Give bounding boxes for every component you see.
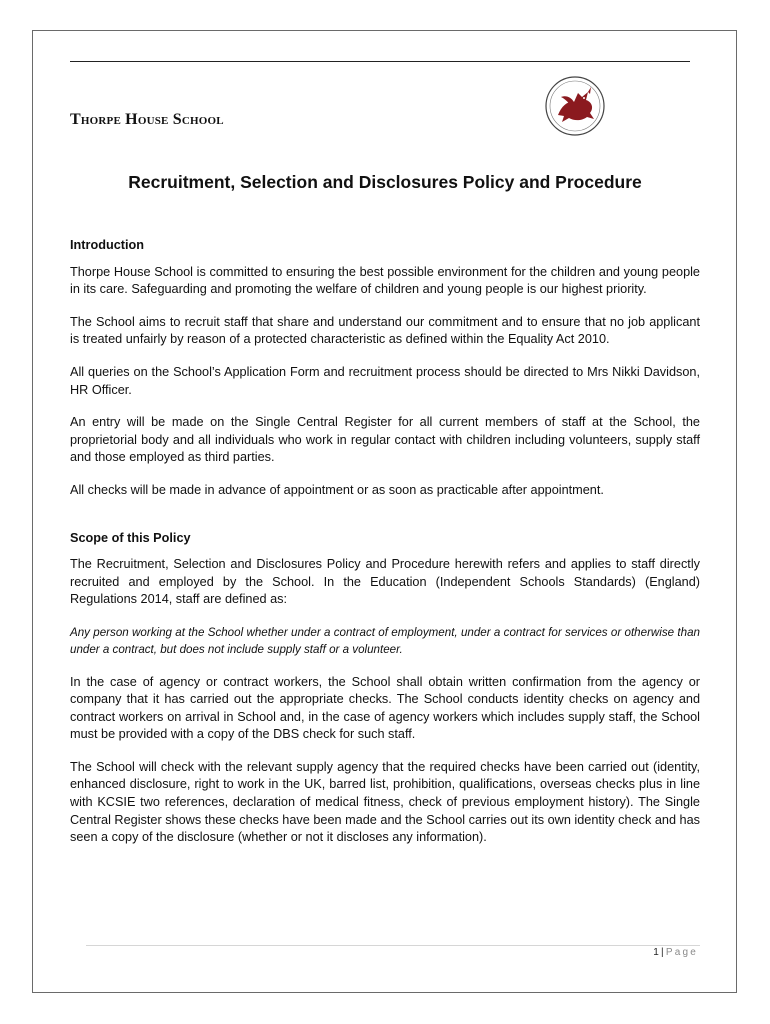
scope-paragraph-3: The School will check with the relevant supply agency that the required checks have been carried out (identity, enhanced disclosure, right to work in the UK, barred list, prohibition, qualifications, overseas checks plus in line with KCSIE two references, declaration of medical fitness, check of previous employment history). The Single Central Register shows these checks have been made and the School carries out its own identity check and has seen a copy of the disclosure (whether or not it discloses any information). xyxy=(70,759,700,845)
page-number-value: 1 xyxy=(653,947,662,958)
header-rule xyxy=(70,61,690,62)
intro-heading: Introduction xyxy=(70,238,144,252)
scope-definition-quote: Any person working at the School whether under a contract of employment, under a contract for services or otherwise than under a contract, but does not include supply staff or a volunteer. xyxy=(70,625,700,657)
page-number xyxy=(653,947,698,958)
document-title: Recruitment, Selection and Disclosures Policy and Procedure xyxy=(128,172,642,192)
intro-paragraph-5: All checks will be made in advance of appointment or as soon as practicable after appointment. xyxy=(70,482,604,497)
school-name: Thorpe House School xyxy=(70,111,224,128)
school-crest-logo xyxy=(544,75,606,137)
document-body xyxy=(70,237,700,862)
page-label: Page xyxy=(665,947,698,958)
scope-paragraph-2: In the case of agency or contract workers, the School shall obtain written confirmation from the agency or company that it has carried out the appropriate checks. The School conducts identity checks on agency and contract workers on arrival in School and, in the case of agency workers which includes supply staff, the School must be provided with a copy of the DBS check for such staff. xyxy=(70,674,700,742)
scope-heading: Scope of this Policy xyxy=(70,530,191,545)
intro-paragraph-3: All queries on the School’s Application Form and recruitment process should be directed to Mrs Nikki Davidson, HR Officer. xyxy=(70,364,700,397)
scope-paragraph-1: The Recruitment, Selection and Disclosures Policy and Procedure herewith refers and applies to staff directly recruited and employed by the School. In the Education (Independent Schools Standards) (England) Regulations 2014, staff are defined as: xyxy=(70,557,700,607)
footer-rule xyxy=(86,945,700,946)
page-number-separator: | xyxy=(661,947,666,958)
intro-paragraph-4: An entry will be made on the Single Central Register for all current members of staff at the School, the proprietorial body and all individuals who work in regular contact with children including volunteers, supply staff and those employed as third parties. xyxy=(70,415,700,465)
intro-paragraph-2: The School aims to recruit staff that share and understand our commitment and to ensure that no job applicant is treated unfairly by reason of a protected characteristic as defined within the Equality Act 2010. xyxy=(70,314,700,347)
intro-paragraph-1: Thorpe House School is committed to ensuring the best possible environment for the children and young people in its care. Safeguarding and promoting the welfare of children and young people is our highest priority. xyxy=(70,264,700,297)
